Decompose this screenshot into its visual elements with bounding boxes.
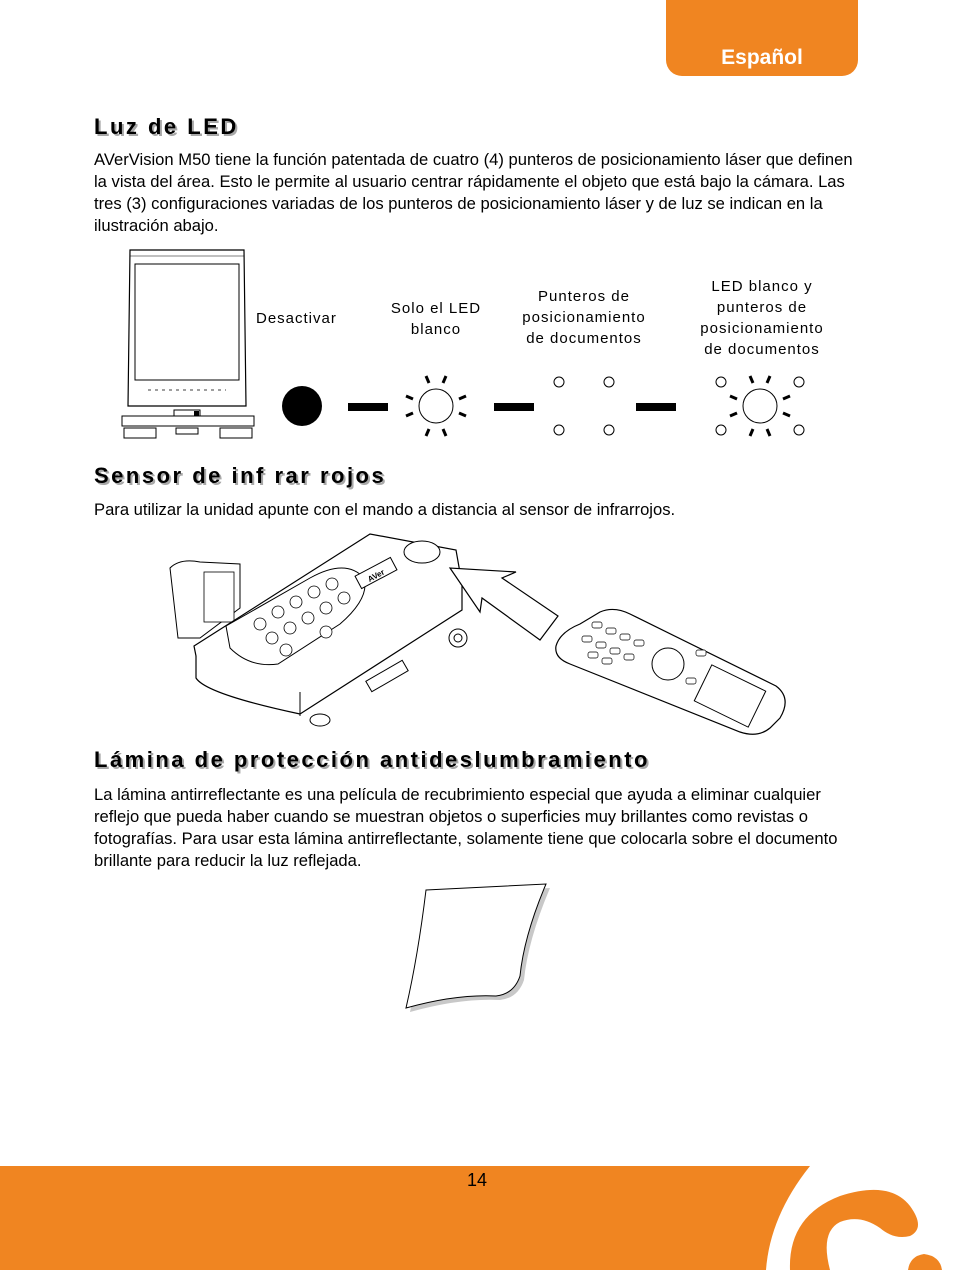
led-mode-both-label-4: de documentos: [704, 341, 820, 358]
device-brand-text: AVer: [366, 567, 387, 584]
section-body-ir-sensor: Para utilizar la unidad apunte con el mando a distancia al sensor de infrarrojos.: [94, 500, 676, 519]
page-number: 14: [466, 1170, 488, 1190]
led-mode-white-label-1: Solo el LED: [390, 300, 482, 317]
led-mode-off-label: Desactivar: [256, 310, 337, 327]
section-body-led: AVerVision M50 tiene la función patentada de cuatro (4) punteros de posicionamiento láser que definen la vista del área. Esto le permite al usuario centrar rápidamente el objeto que está bajo la cámara. Las tres (3) configuraciones variadas de los punteros de posicionamiento láser y de luz se indican en la ilustración abajo.: [94, 150, 853, 235]
led-mode-pointers-label-1: Punteros de: [538, 288, 630, 305]
section-title-antiglare: Lámina de protección antideslumbramiento: [94, 747, 650, 772]
antiglare-sheet-illustration: [400, 880, 560, 1020]
brand-swirl-icon: [760, 1166, 954, 1270]
section-body-antiglare: La lámina antirreflectante es una película de recubrimiento especial que ayuda a eliminar cualquier reflejo que pueda haber cuando se muestran objetos o superficies muy brillantes como revistas o fotografías. Para usar esta lámina antirreflectante, solamente tiene que colocarla sobre el documento brillante para reducir la luz reflejada.: [94, 785, 838, 870]
led-mode-both-label-2: punteros de: [716, 299, 808, 316]
section-title-ir-sensor: Sensor de inf rar rojos: [94, 463, 387, 488]
device-front-illustration: [118, 246, 258, 444]
led-mode-both-label-1: LED blanco y: [711, 278, 813, 295]
led-off-icon: [282, 386, 322, 426]
device-with-remote-illustration: [160, 528, 800, 738]
white-led-and-pointers-icon: [716, 376, 804, 436]
language-label: Español: [721, 46, 803, 69]
led-mode-pointers-label-2: posicionamiento: [522, 309, 646, 326]
led-mode-both-label-3: posicionamiento: [700, 320, 824, 337]
laser-pointers-icon: [554, 377, 614, 435]
led-mode-white-label-2: blanco: [410, 321, 462, 338]
language-tab: [666, 0, 858, 76]
section-title-led: Luz de LED: [94, 114, 239, 139]
white-led-icon: [406, 376, 466, 436]
led-modes-diagram: [270, 368, 820, 444]
led-mode-pointers-label-3: de documentos: [526, 330, 642, 347]
